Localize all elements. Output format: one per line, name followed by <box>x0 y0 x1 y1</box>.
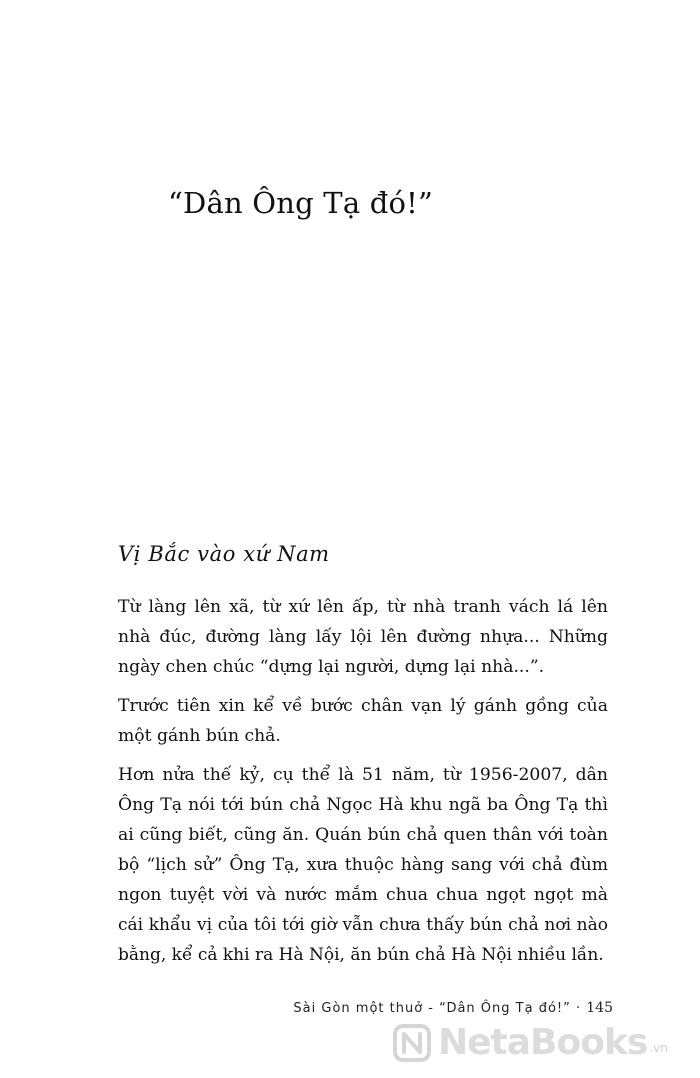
text-line: Hơn nửa thế kỷ, cụ thể là 51 năm, từ 1956-2007, dân <box>118 765 608 785</box>
text-line: bằng, kể cả khi ra Hà Nội, ăn bún chả Hà Nội nhiều lần. <box>118 945 604 965</box>
text-line: cái khẩu vị của tôi tới giờ vẫn chưa thấy bún chả nơi nào <box>118 915 608 935</box>
watermark-suffix: .vn <box>649 1041 668 1055</box>
text-line: ngày chen chúc “dựng lại người, dựng lại nhà...”. <box>118 657 545 677</box>
text-line: ngon tuyệt vời và nước mắm chua chua ngọt ngọt mà <box>118 885 608 905</box>
watermark <box>392 1022 668 1063</box>
netabooks-logo-icon <box>392 1023 432 1063</box>
text-line: ai cũng biết, cũng ăn. Quán bún chả quen thân với toàn <box>118 825 608 845</box>
page-number: 145 <box>586 1000 613 1016</box>
page-footer <box>293 1000 613 1016</box>
paragraph-3 <box>118 760 608 970</box>
chapter-title: “Dân Ông Tạ đó!” <box>168 186 434 220</box>
section-heading: Vị Bắc vào xứ Nam <box>118 542 330 566</box>
text-line: một gánh bún chả. <box>118 726 281 746</box>
text-line: Trước tiên xin kể về bước chân vạn lý gánh gồng của <box>118 696 608 716</box>
text-line: Từ làng lên xã, từ xứ lên ấp, từ nhà tranh vách lá lên <box>118 597 608 617</box>
watermark-text: NetaBooks <box>438 1022 648 1063</box>
text-line: Ông Tạ nói tới bún chả Ngọc Hà khu ngã ba Ông Tạ thì <box>118 795 608 815</box>
body-text <box>118 592 608 979</box>
paragraph-1 <box>118 592 608 682</box>
paragraph-2 <box>118 691 608 751</box>
text-line: nhà đúc, đường làng lấy lội lên đường nhựa... Những <box>118 627 608 647</box>
text-line: bộ “lịch sử” Ông Tạ, xưa thuộc hàng sang với chả đùm <box>118 855 608 875</box>
running-head: Sài Gòn một thuở - “Dân Ông Tạ đó!” · <box>293 1001 582 1016</box>
